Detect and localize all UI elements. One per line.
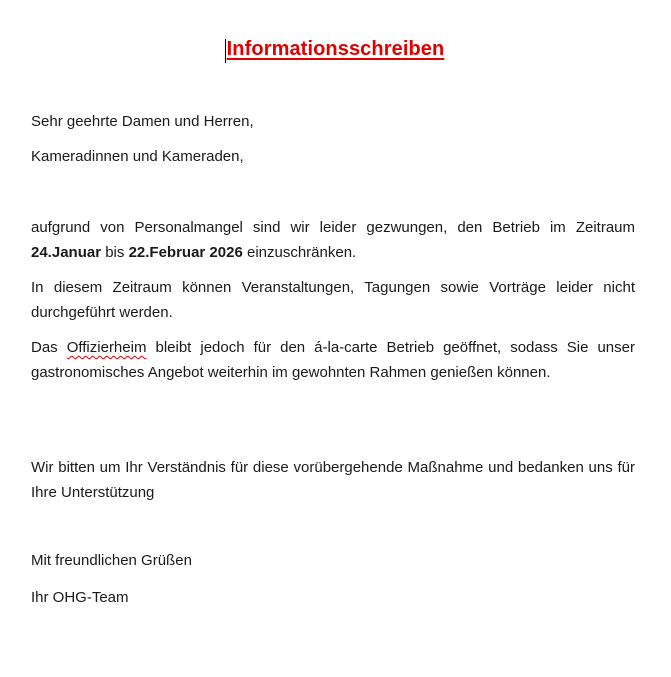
paragraph-text: einzuschränken. — [242, 244, 357, 261]
paragraph-restaurant-open — [31, 335, 635, 385]
start-date: 24.Januar — [31, 244, 102, 261]
text-cursor — [225, 39, 226, 63]
paragraph-text: Das — [31, 339, 67, 356]
paragraph-closure-period — [31, 215, 635, 265]
paragraph-text: aufgrund von Personalmangel sind wir leider gezwungen, den Betrieb im Zeitraum — [31, 219, 635, 236]
title-container — [0, 38, 671, 61]
document-title[interactable] — [227, 38, 445, 61]
closing-line: Mit freundlichen Grüßen — [31, 552, 192, 569]
signature-line: Ihr OHG-Team — [31, 589, 129, 606]
paragraph-text: bis — [101, 244, 129, 261]
end-date: 22.Februar 2026 — [128, 244, 243, 261]
paragraph-thanks: Wir bitten um Ihr Verständnis für diese vorübergehende Maßnahme und bedanken uns für Ihre Unterstützung — [31, 459, 635, 501]
greeting-line-2: Kameradinnen und Kameraden, — [31, 148, 244, 165]
greeting-line-1: Sehr geehrte Damen und Herren, — [31, 113, 254, 130]
paragraph-events-cancelled: In diesem Zeitraum können Veranstaltungen, Tagungen sowie Vorträge leider nicht durchgeführt werden. — [31, 279, 635, 321]
document-title-text: Informationsschreiben — [226, 38, 445, 60]
paragraph-text: bleibt jedoch für den á-la-carte Betrieb geöffnet, sodass Sie unser gastronomisches Angebot weiterhin im gewohnten Rahmen genießen können. — [31, 339, 635, 381]
spellcheck-word-venue[interactable]: Offizierheim — [66, 339, 147, 356]
